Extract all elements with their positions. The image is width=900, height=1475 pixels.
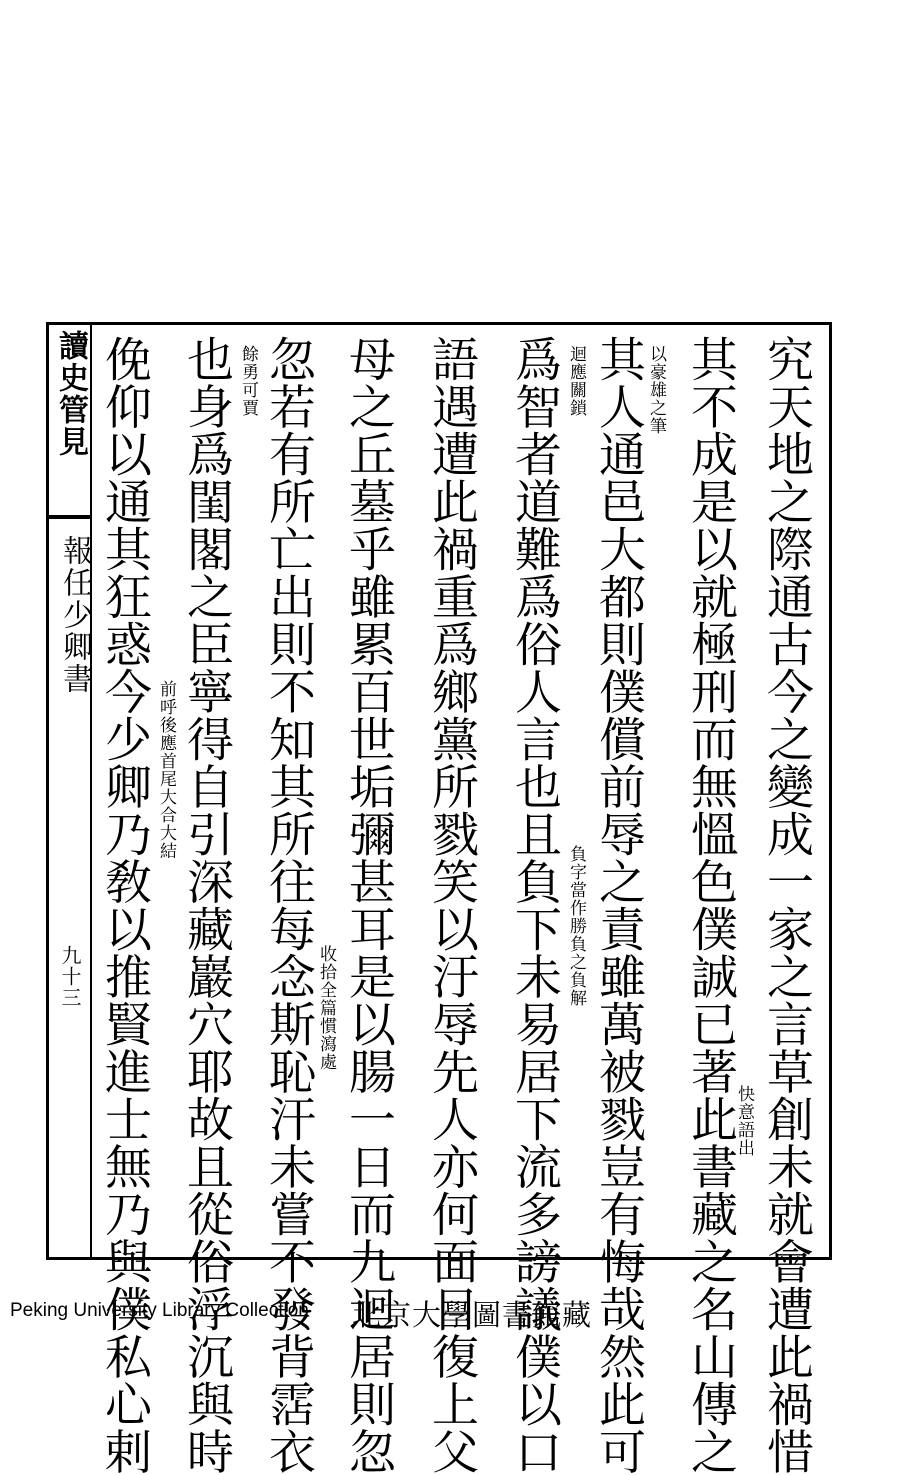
text-column-3: 其人通邑大都則僕償前辱之責雖萬被戮豈有悔哉然此可	[591, 335, 646, 1475]
text-column-9: 俛仰以通其狂惑今少卿乃敎以推賢進士無乃與僕私心剌	[97, 335, 152, 1475]
annotation-4: 負字當作勝負之負解	[566, 845, 586, 1007]
text-column-2: 其不成是以就極刑而無慍色僕誠已著此書藏之名山傳之	[683, 335, 738, 1475]
text-column-1: 究天地之際通古今之變成一家之言草創未就會遭此禍惜	[759, 335, 814, 1475]
annotation-3: 迴應關鎖	[566, 345, 586, 417]
margin-spine	[46, 322, 92, 1260]
text-column-5: 語遇遭此禍重爲鄉黨所戮笑以汙辱先人亦何面目復上父	[424, 335, 479, 1475]
text-column-8: 也身爲閨閣之臣寧得自引深藏巖穴耶故且從俗浮沉與時	[179, 335, 234, 1475]
annotation-6: 餘勇可賈	[238, 345, 258, 417]
page-number: 九十三	[58, 945, 82, 1008]
collection-credit-zh: 北京大學圖書館藏	[352, 1298, 593, 1332]
annotation-7: 前呼後應首尾大合大結	[156, 680, 176, 860]
collection-credit-en: Peking University Library Collection	[10, 1300, 309, 1321]
annotation-5: 收拾全篇慣瀉處	[316, 945, 336, 1071]
text-column-4: 爲智者道難爲俗人言也且負下未易居下流多謗議僕以口	[507, 335, 562, 1475]
chapter-title: 報任少卿書	[57, 535, 92, 695]
annotation-2: 以豪雄之筆	[646, 345, 666, 435]
spine-divider	[46, 515, 92, 519]
annotation-1: 快意語出	[734, 1085, 754, 1157]
text-column-6: 母之丘墓乎雖累百世垢彌甚耳是以腸一日而九迴居則忽	[341, 335, 396, 1475]
text-column-7: 忽若有所亡出則不知其所往每念斯恥汗未嘗不發背霑衣	[261, 335, 316, 1475]
book-title: 讀史管見	[53, 330, 88, 458]
